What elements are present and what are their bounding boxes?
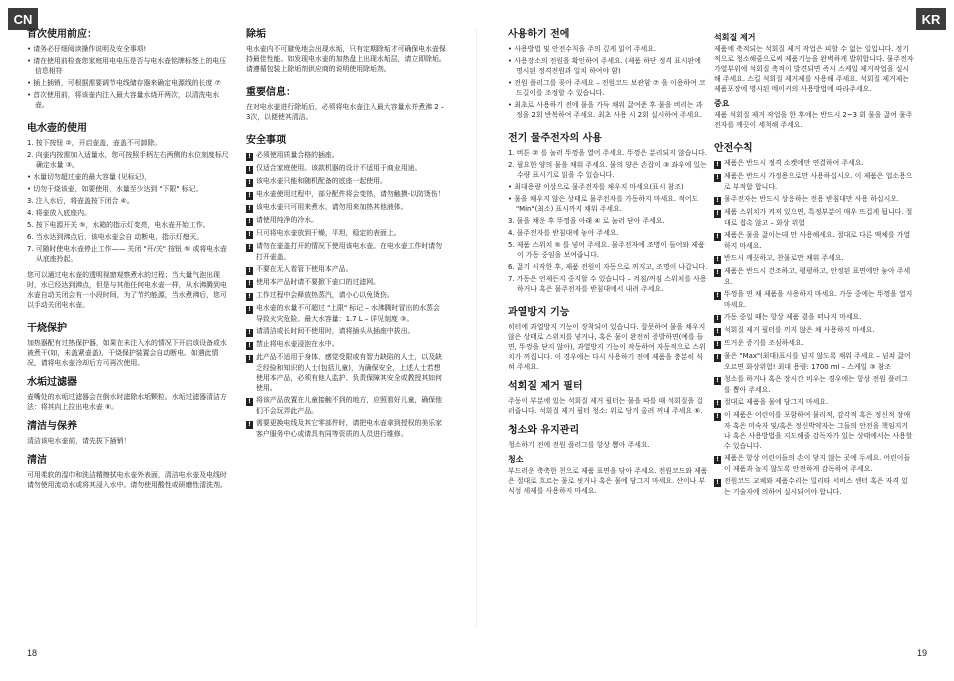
column-cn-1: [27, 28, 232, 502]
body-text: 壶嘴处的水垢过滤器会在倒水时滤除水垢颗粒。水垢过滤器清洁方法：将其向上拉出电水壶 ⑥。: [27, 393, 227, 411]
section-cleaning: [27, 454, 232, 490]
section-title: 석회질 제거 필터: [508, 381, 583, 392]
warning-item: ! 电水壶的水量不可超过 "上限" 标记 – 水沸腾时冒出的水蒸会导致火灾危险。最大水容量：1.7 L – 详见刻度 ③。: [246, 303, 446, 324]
body-text: 주둥이 부분에 있는 석회질 제거 필터는 물을 따를 때 석회질을 걸러줍니다. 석회질 제거 필터 청소: 위로 당겨 올려 꺼내 주세요 ⑥.: [508, 397, 703, 415]
list-item: • 사용방법 및 안전수칙을 주의 깊게 읽어 주세요.: [508, 45, 657, 53]
warning-icon: !: [246, 293, 253, 301]
section-filter-kr: [508, 380, 708, 416]
body-text: 청소하기 전에 전원 플러그를 항상 뽑아 주세요.: [508, 441, 650, 449]
note-text: 您可以通过电水壶的透明视窗观察煮水的过程；当大量气泡出现时，水已经达到沸点，但是与其他任何电水壶一样，从水沸腾到电水壶自动关闭会有一小段时间，为了节约能源，当水煮沸后，您可以手动关闭电水壶。: [27, 271, 227, 309]
section-important-kr: [714, 98, 914, 130]
section-before-use: [508, 28, 708, 120]
warning-icon: !: [246, 205, 253, 213]
section-title: 安全事项: [246, 135, 286, 146]
section-descaling-kr: [714, 32, 914, 94]
warning-item: ! 将该产品放置在儿童接触不到的地方，应照看好儿童，确保他们不会玩弄此产品。: [246, 395, 446, 416]
warning-item: ! 不要在无人看管下使用本产品。: [246, 264, 446, 275]
language-tab-kr: KR: [916, 8, 946, 30]
warning-icon: !: [246, 218, 253, 226]
warning-icon: !: [246, 231, 253, 239]
section-safety-kr: [714, 142, 914, 497]
warning-item: ! 工作过程中会释放热蒸汽，请小心以免烫伤。: [246, 290, 446, 301]
list-item: 7. 가동은 언제든지 중지할 수 있습니다 – 켜짐/꺼짐 스위치를 사용하거나 혹은 물주전자를 받침대에서 내려 주세요.: [508, 275, 707, 293]
list-item: 6. 当水达到沸点后，该电水壶会自 动断电，指示灯熄灭。: [27, 233, 204, 241]
warning-icon: !: [246, 153, 253, 161]
list-item: • 首次使用前，将该壶内注入最大容量水烧开两次，以清洗电水壶。: [27, 91, 220, 109]
list-item: 3. 물을 채운 후 뚜껑을 아래 ④ 로 눌러 닫아 주세요.: [508, 217, 665, 225]
body-text: 히터에 과열방지 기능이 장착되어 있습니다. 잘못하여 물을 채우지 않은 상태로 스위치를 넣거나, 혹은 물이 완전히 증발하면(예를 들면, 뚜껑을 닫지 않아), 과열방지 기능이 작동하여 자동적으로 스위치가 꺼집니다. 이 경우에는 다시 사용하기 전에 제품을 충분히 식혀 주세요.: [508, 323, 706, 371]
warning-icon: !: [714, 161, 721, 169]
list-item: 4. 물주전자를 받침대에 놓아 주세요.: [508, 229, 619, 237]
section-title: 과열방지 기능: [508, 307, 570, 318]
warning-icon: !: [246, 267, 253, 275]
warning-item: ! 使用本产品时请不要掀下壶口的过滤网。: [246, 277, 446, 288]
warning-icon: !: [714, 210, 721, 218]
warning-item: ! 가동 중일 때는 항상 제품 곁을 떠나지 마세요.: [714, 312, 914, 323]
warning-item: ! 禁止将电水壶浸泡在水中。: [246, 339, 446, 350]
section-title: 干烧保护: [27, 323, 67, 334]
list-item: 6. 끓기 시작한 후, 제품 전원이 자동으로 꺼지고, 조명이 나갑니다.: [508, 263, 708, 271]
list-item: • 切勿干烧该壶，如要使用，水量至少达到 "下限" 标记。: [27, 185, 203, 193]
page-number-left: 18: [27, 648, 38, 658]
section-safety: [246, 134, 446, 439]
body-text: 제품 석회질 제거 작업을 한 후에는 반드시 2~3 회 물을 끓여 물주전자를 깨끗이 세척해 주세요.: [714, 111, 913, 129]
warning-item: ! 该电水壶只能和随机配备的底座一起使用。: [246, 176, 446, 187]
column-cn-2: [246, 28, 446, 451]
list-item: 5. 제품 스위치 ⑤ 를 넣어 주세요. 물주전자에 조명이 들어와 제품이 가동 중임을 보여줍니다.: [508, 241, 705, 259]
warning-icon: !: [714, 256, 721, 264]
page-number-right: 19: [916, 648, 927, 658]
warning-icon: !: [246, 179, 253, 187]
warning-icon: !: [714, 354, 721, 362]
list-item: • 최대용량 이상으로 물주전자를 채우지 마세요(표시 참조): [508, 183, 684, 191]
section-title: 중요: [714, 99, 730, 108]
warning-icon: !: [714, 269, 721, 277]
body-text: 电水壶内不可避免地会出现水垢，只有定期除垢才可确保电水壶保持最佳性能。如发现电水壶的加热盘上出现水垢层，请立即除垢。请遵循包装上除垢剂供应商的说明使用除垢剂。: [246, 45, 446, 73]
section-kettle-use-kr: [508, 132, 708, 294]
warning-item: ! 이 제품은 어린이를 포함하여 물리적, 감각적 혹은 정신적 장애자 혹은 미숙자 및/혹은 정신박약자는 그들의 안전을 책임지거나 혹은 사용방법을 지도해줄 감독자가 있는 상태에서는 사용할 수 있습니다.: [714, 410, 914, 451]
body-text: 제품에 축적되는 석회질 제거 작업은 피할 수 없는 일입니다. 정기적으로 청소해줌으로써 제품기능을 완벽하게 발휘합니다. 물주전자 가열부위에 석회질 축적이 발견되면 즉시 스케일 제거작업을 실시해 주세요. 스킬 석회질 제거제를 사용해 주세요. 석회질 제거제는 제품포장에 명시된 메이커의 사용방법에 따라주세요.: [714, 45, 914, 93]
body-text: 加热器配有过热保护器，如果在未注入水的情况下开启该设备或水被煮干(如，未盖紧壶盖)，干烧保护装置会自动断电。如遇此情况，请将电水壶冷却后方可再次使用。: [27, 339, 227, 367]
body-text: 可用柔软的湿巾和洗洁精擦拭电水壶外表面，清洁电水壶及电线时请勿使用流动水或将其浸入水中。请勿使用酸性或研磨性清洗剂。: [27, 471, 227, 489]
warning-item: ! 제품은 반드시 가정용으로만 사용하십시오. 이 제품은 업소용으로 부적합 합니다.: [714, 171, 914, 192]
section-first-use: [27, 28, 232, 110]
list-item: 4. 将壶放入底座内。: [27, 209, 91, 217]
warning-icon: !: [714, 456, 721, 464]
list-item: 1. 버튼 ② 를 눌러 뚜껑을 열어 주세요. 뚜껑은 분리되지 않습니다.: [508, 149, 707, 157]
section-title: 电水壶的使用: [27, 123, 87, 134]
warning-icon: !: [246, 342, 253, 350]
section-care: [27, 420, 232, 446]
warning-icon: !: [714, 400, 721, 408]
section-dry-boil: [27, 322, 232, 368]
list-item: • 水量切勿超过壶的最大容量 (见标记)，: [27, 173, 152, 181]
warning-item: ! 此产品不适用于身体、感觉受限或有智力缺陷的人士，以及缺乏经验和知识的人士(包括儿童)，为确保安全，上述人士若想使用本产品，必须有他人监护、负责保障其安全或教授其如何使用。: [246, 352, 446, 393]
warning-icon: !: [246, 192, 253, 200]
column-kr-2: [714, 28, 914, 509]
warning-item: ! 절대로 제품을 물에 담그지 마세요.: [714, 397, 914, 408]
section-kettle-use: [27, 122, 232, 310]
warning-icon: !: [246, 244, 253, 252]
warning-icon: !: [714, 341, 721, 349]
warning-icon: !: [246, 306, 253, 314]
section-descaling: [246, 28, 446, 74]
warning-icon: !: [714, 233, 721, 241]
warning-icon: !: [714, 377, 721, 385]
section-important: [246, 86, 446, 122]
section-care-kr: [508, 424, 708, 496]
warning-item: ! 뜨거운 증기를 조심하세요.: [714, 338, 914, 349]
warning-item: ! 제품은 물을 끓이는데 만 사용해세요. 절대로 다른 액체를 가열하지 마세요.: [714, 230, 914, 251]
warning-item: ! 仅适合家庭使用。该款机器的设计不适用于商业用途。: [246, 163, 446, 174]
section-title: 청소와 유지관리: [508, 425, 580, 436]
body-text: 在对电水壶进行除垢后，必须将电水壶注入最大容量水并煮沸 2 – 3次，以便使其清洁。: [246, 103, 445, 121]
list-item: 3. 注入水后，将壶盖按下闭合 ④。: [27, 197, 134, 205]
list-item: • 전원 플러그를 꽂아 주세요 – 전원코드 보관함 ⑦ 을 이용하여 코드길이를 조정할 수 있습니다.: [508, 79, 706, 97]
warning-icon: !: [714, 174, 721, 182]
list-item: 1. 按下按钮 ②，开启壶盖，壶盖不可卸除。: [27, 139, 162, 147]
list-item: 5. 按下电源开关 ⑤，水箱的指示灯变亮，电水壶开始工作。: [27, 221, 210, 229]
warning-item: ! 전원코드 교체와 제품수리는 밀리타 서비스 센터 혹은 자격 있는 기술자에 의하여 실시되어야 합니다.: [714, 476, 914, 497]
warning-item: ! 제품은 반드시 정격 소켓에만 연결하여 주세요.: [714, 158, 914, 169]
warning-icon: !: [714, 479, 721, 487]
list-item: • 최초로 사용하기 전에 물을 가득 채워 끓여준 후 물을 버리는 과정을 2회 반복하여 주세요. 최초 사용 시 2회 실시하여 주세요.: [508, 101, 703, 119]
page-divider: [476, 28, 477, 628]
warning-item: ! 청소를 하거나 혹은 장시간 비우는 경우에는 항상 전원 플러그를 뽑아 주세요.: [714, 374, 914, 395]
section-title: 전기 물주전자의 사용: [508, 133, 602, 144]
warning-item: ! 반드시 깨끗하고, 찬물로만 채워 주세요.: [714, 253, 914, 264]
section-overheat-kr: [508, 306, 708, 372]
list-item: 2. 向壶内按需加入适量水，您可按照手柄左右两侧的水位刻度标尺确定水量 ③。: [27, 151, 229, 169]
section-title: 水垢过滤器: [27, 377, 77, 388]
warning-item: ! 需要更换电线及其它零部件时，请把电水壶拿到授权的美乐家客户服务中心或请具有同等资质的人员进行维修。: [246, 418, 446, 439]
column-kr-1: [508, 28, 708, 508]
warning-icon: !: [246, 421, 253, 429]
list-item: • 사용장소의 전원을 확인하여 주세요. (제품 하단 정격 표시판에 명시된 정격전원과 일치 하여야 함): [508, 57, 701, 75]
warning-item: ! 电水壶使用过程中，部分配件将会变热，请勿触摸-以防烫伤！: [246, 189, 446, 200]
warning-item: ! 请勿在壶盖打开的情况下使用该电水壶。在电水壶工作时请勿打开壶盖。: [246, 241, 446, 262]
section-title: 重要信息：: [246, 87, 296, 98]
warning-icon: !: [714, 328, 721, 336]
section-title: 안전수칙: [714, 143, 753, 154]
warning-icon: !: [714, 413, 721, 421]
section-title: 除垢: [246, 29, 266, 40]
body-text: 부드러운 축축한 천으로 제품 표면을 닦아 주세요. 전원코드와 제품은 절대로 흐르는 물로 씻거나 혹은 물에 담그지 마세요. 산이나 부식성 세제를 사용하지 마세요.: [508, 467, 708, 495]
warning-item: ! 뚜껑을 연 채 제품을 사용하지 마세요. 가동 중에는 뚜껑을 열지 마세요.: [714, 289, 914, 310]
list-item: 7. 可随时使电水壶停止工作—— 关闭 "开/关" 按钮 ⑤ 或将电水壶从底座拎起。: [27, 245, 227, 263]
warning-item: ! 请清洁或长时间不使用时，请将插头从插座中拔出。: [246, 326, 446, 337]
warning-item: ! 제품 스위치가 켜져 있으면, 특정부분이 매우 뜨겁게 됩니다. 절대로 접촉 않고 – 화상 위험: [714, 207, 914, 228]
body-text: 清洁该电水壶前，请先拔下插销！: [27, 437, 131, 445]
warning-icon: !: [714, 315, 721, 323]
warning-item: ! 必须使用质量合格的插座。: [246, 150, 446, 161]
warning-item: ! 请使用纯净的冷水。: [246, 215, 446, 226]
section-title: 석회질 제거: [714, 33, 756, 42]
list-item: • 请在使用前检查您家庭用电电压是否与电水壶铭牌标签上的电压信息相符: [27, 57, 227, 75]
warning-icon: !: [246, 355, 253, 363]
section-title: 清洁与保养: [27, 421, 77, 432]
subsection-title: 청소: [508, 455, 524, 464]
warning-icon: !: [246, 166, 253, 174]
warning-item: ! 제품은 항상 어린이들의 손이 닿지 않는 곳에 두세요. 어린이들이 제품과 놀지 않도록 안전하게 감독하여 주세요.: [714, 453, 914, 474]
section-scale-filter: [27, 376, 232, 412]
list-item: • 请务必仔细阅读操作说明及安全事项!: [27, 45, 147, 53]
warning-item: ! 该电水壶只可用来煮水，请勿用来加热其他液体。: [246, 202, 446, 213]
warning-item: ! 제품은 반드시 건조하고, 평평하고, 안정된 표면에만 놓아 주세요.: [714, 266, 914, 287]
list-item: • 물을 채우지 않은 상태로 물주전자를 가동하지 마세요. 적어도 "Min"(최소) 표시까지 채워 주세요.: [508, 195, 699, 213]
warning-icon: !: [246, 398, 253, 406]
warning-icon: !: [246, 329, 253, 337]
list-item: 2. 필요한 양의 물을 채워 주세요. 물의 양은 손잡이 ③ 좌우에 있는 수량 표시기로 읽을 수 있습니다.: [508, 161, 707, 179]
section-title: 首次使用前应：: [27, 29, 97, 40]
warning-item: ! 석회질 제거 필터를 끼지 않은 채 사용하지 마세요.: [714, 325, 914, 336]
list-item: • 插上插销，可根据需要调节电线储存器来确定电源线的长度 ⑦: [27, 79, 221, 87]
section-title: 清洁: [27, 455, 47, 466]
section-title: 사용하기 전에: [508, 29, 570, 40]
language-tab-cn: CN: [8, 8, 38, 30]
warning-icon: !: [714, 197, 721, 205]
warning-icon: !: [714, 292, 721, 300]
warning-item: ! 물은 "Max"(최대)표시를 넘지 않도록 채워 주세요 – 넘쳐 끓어 오르면 화상위험! 최대 용량: 1700 ml – 스케일 ③ 참조: [714, 351, 914, 372]
warning-icon: !: [246, 280, 253, 288]
warning-item: ! 물주전자는 반드시 상응하는 전용 받침대만 사용 하십시오.: [714, 194, 914, 205]
warning-item: ! 只可将电水壶放到干燥，平坦，稳定的表面上。: [246, 228, 446, 239]
